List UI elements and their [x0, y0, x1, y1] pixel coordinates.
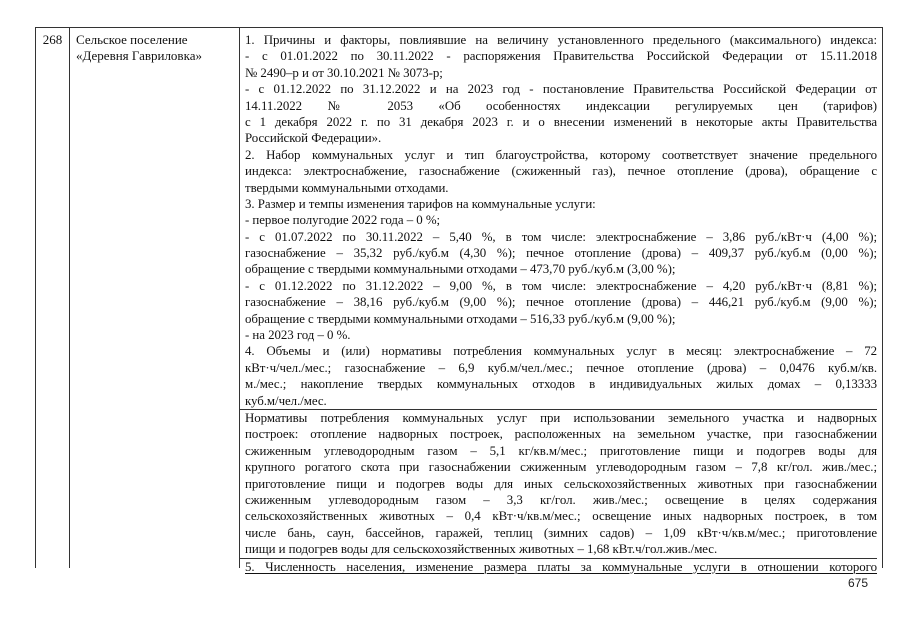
text-line: 2. Набор коммунальных услуг и тип благоустройства, которому соответствует значение предельного — [245, 147, 877, 162]
text-line: м./мес.; накопление твердых коммунальных отходов в индивидуальных жилых домах – 0,13333 — [245, 377, 877, 392]
text-line: № 2490–р и от 30.10.2021 № 3073-р; — [245, 65, 443, 80]
column-divider — [239, 28, 240, 568]
text-line: - первое полугодие 2022 года – 0 %; — [245, 213, 441, 228]
text-line: газоснабжение – 35,32 руб./куб.м (4,30 %); печное отопление (дрова) – 409,37 руб./куб.м (0,00 %); — [245, 246, 877, 261]
page-number: 675 — [847, 576, 868, 590]
settlement-name — [76, 32, 236, 64]
text-line: - с 01.07.2022 по 30.11.2022 – 5,40 %, в том числе: электроснабжение – 3,86 руб./кВт·ч (4,00 %); — [245, 229, 877, 244]
index-description-sections-1-4 — [245, 32, 877, 409]
text-line: 3. Размер и темпы изменения тарифов на коммунальные услуги: — [245, 196, 596, 211]
text-line: кВт·ч/чел./мес.; газоснабжение – 6,9 куб.м/чел./мес.; печное отопление (дрова) – 0,0476 куб.м/кв. — [245, 360, 877, 375]
text-line: с 1 декабря 2022 г. по 31 декабря 2023 г. и о внесении изменений в некоторые акты Правительства — [245, 114, 877, 129]
text-line: - на 2023 год – 0 %. — [245, 328, 351, 343]
text-line: - с 01.01.2022 по 30.11.2022 - распоряжения Правительства Российской Федерации от 15.11.2018 — [245, 49, 877, 64]
text-line: сельскохозяйственных животных – 0,4 кВт·ч/кв.м/мес.; освещение иных надворных построек, в том — [245, 509, 877, 524]
text-line: сжиженным углеводородным газом – 3,3 кг/гол. жив./мес.; освещение в целях содержания — [245, 492, 877, 507]
text-line: индекса: электроснабжение, газоснабжение (сжиженный газ), печное отопление (дрова), обращение с — [245, 164, 877, 179]
text-line: 5. Численность населения, изменение размера платы за коммунальные услуги в отношении которого — [245, 559, 877, 574]
text-line: куб.м/чел./мес. — [245, 393, 327, 408]
text-line: обращение с твердыми коммунальными отходами – 516,33 руб./куб.м (9,00 %); — [245, 311, 676, 326]
text-line: сжиженным углеводородным газом – 5,1 кг/кв.м/мес.; приготовление пищи и подогрев воды для — [245, 443, 877, 458]
text-line: Нормативы потребления коммунальных услуг при использовании земельного участка и надворных — [245, 410, 877, 425]
text-line: - с 01.12.2022 по 31.12.2022 – 9,00 %, в том числе: электроснабжение – 4,20 руб./кВт·ч (8,81 %); — [245, 278, 877, 293]
index-description-cell — [245, 32, 877, 575]
text-line: 4. Объемы и (или) нормативы потребления коммунальных услуг в месяц: электроснабжение – 72 — [245, 344, 877, 359]
text-line: 14.11.2022 № 2053 «Об особенностях индексации регулируемых цен (тарифов) — [245, 98, 877, 113]
text-line: пищи и подогрев воды для сельскохозяйственных животных – 1,68 кВт.ч/гол.жив./мес. — [245, 542, 718, 557]
settlement-name-line: Сельское поселение — [76, 32, 188, 47]
text-line: построек: отопление надворных построек, расположенных на земельном участке, при газоснабжении — [245, 427, 877, 442]
column-divider — [69, 28, 70, 568]
settlement-name-line: «Деревня Гавриловка» — [76, 48, 202, 63]
tariff-table — [35, 27, 883, 574]
consumption-norms-paragraph — [245, 410, 877, 558]
text-line: Российской Федерации». — [245, 131, 382, 146]
section-5-population — [245, 559, 877, 575]
text-line: - с 01.12.2022 по 31.12.2022 и на 2023 год - постановление Правительства Российской Федерации от — [245, 82, 877, 97]
text-line: 1. Причины и факторы, повлиявшие на величину установленного предельного (максимального) индекса: — [245, 33, 877, 47]
text-line: обращение с твердыми коммунальными отходами – 473,70 руб./куб.м (3,00 %); — [245, 262, 676, 277]
text-line: приготовление пищи и подогрев воды для иных сельскохозяйственных животных при газоснабжении — [245, 476, 877, 491]
text-line: крупного рогатого скота при газоснабжении сжиженным углеводородным газом – 7,8 кг/гол. жив./мес.; — [245, 460, 877, 475]
text-line: газоснабжение – 38,16 руб./куб.м (9,00 %); печное отопление (дрова) – 446,21 руб./куб.м (9,00 %); — [245, 295, 877, 310]
row-number: 268 — [42, 32, 63, 47]
text-line: числе бань, саун, бассейнов, гаражей, теплиц (зимних садов) – 1,09 кВт·ч/кв.м/мес.; приготовление — [245, 525, 877, 540]
text-line: твердыми коммунальными отходами. — [245, 180, 449, 195]
